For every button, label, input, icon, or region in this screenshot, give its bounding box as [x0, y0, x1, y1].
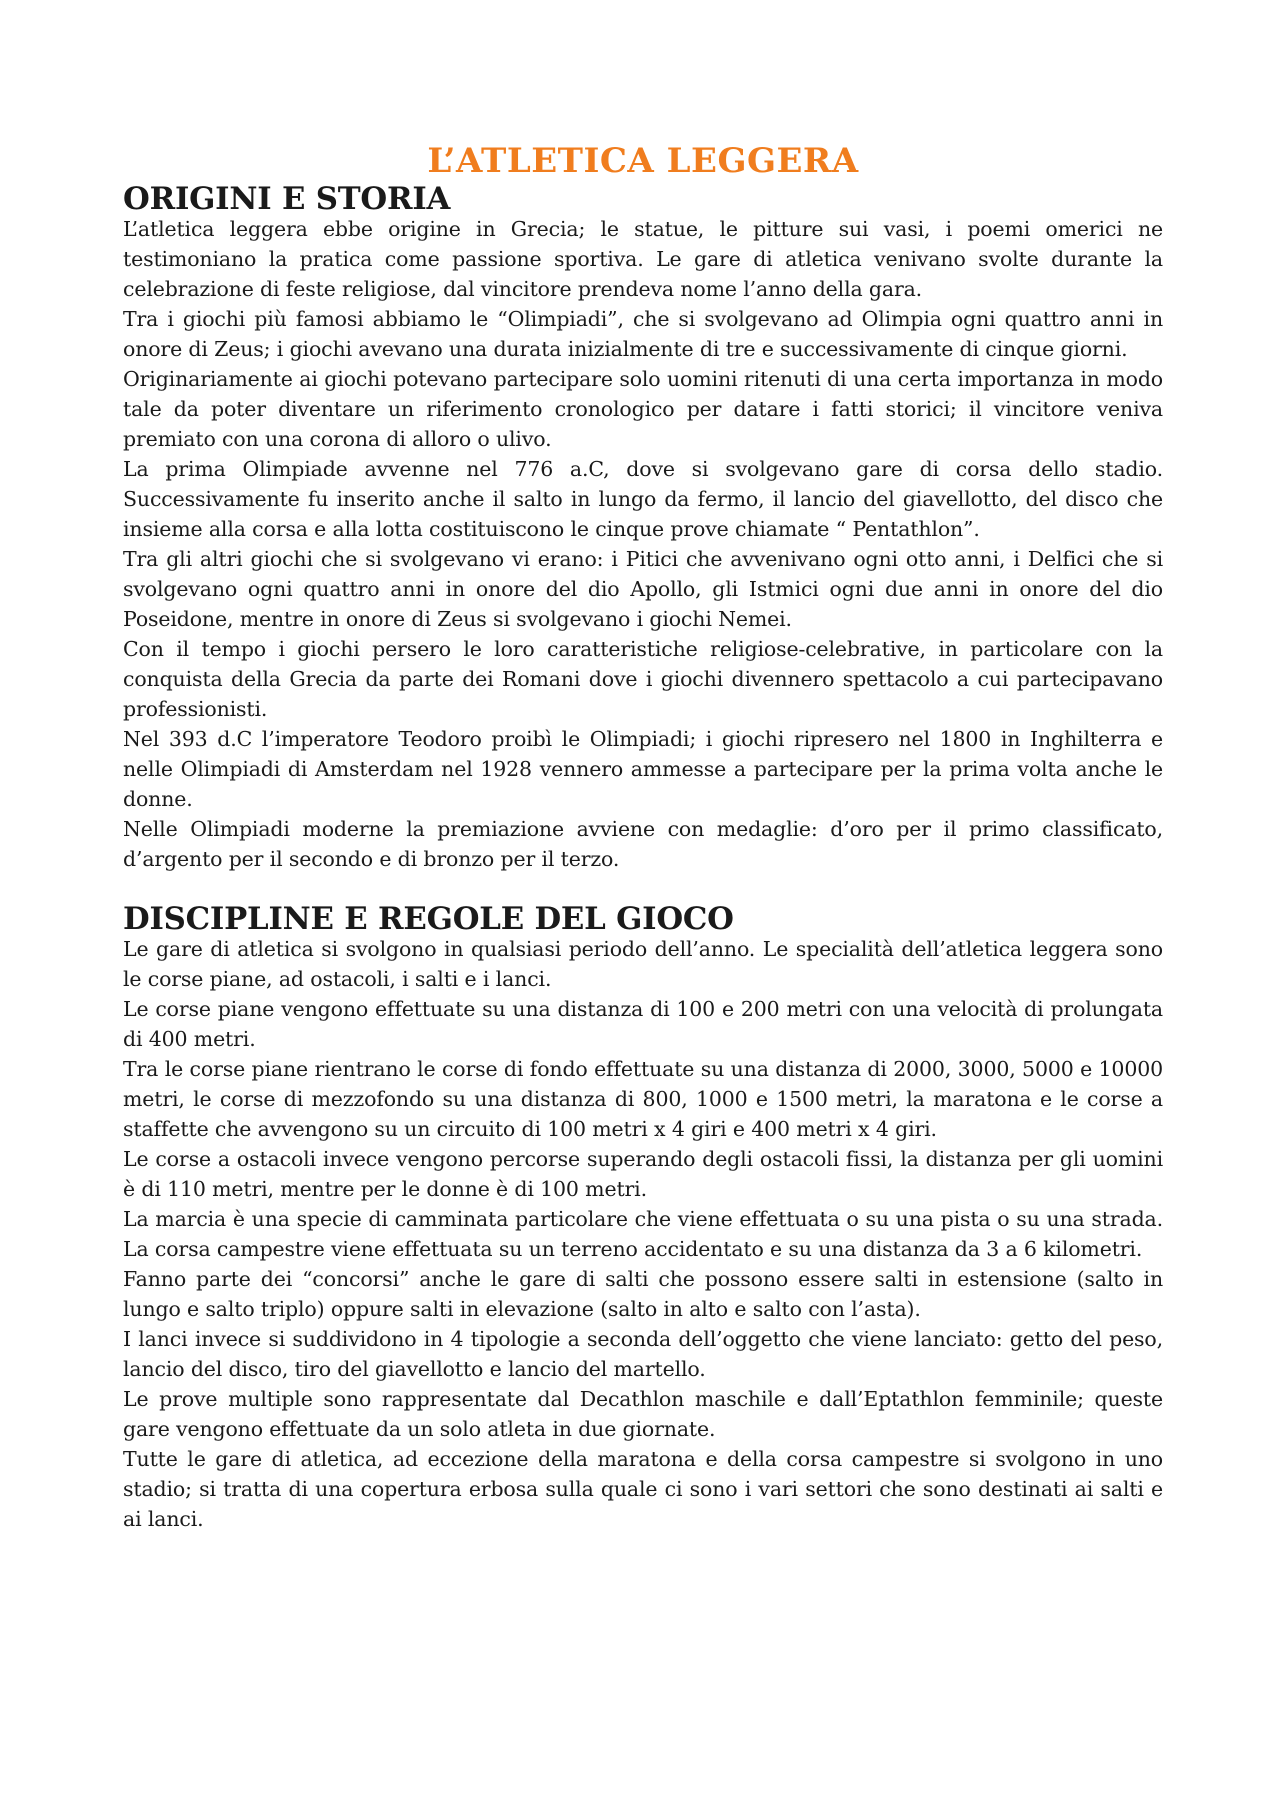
- paragraph: Le gare di atletica si svolgono in qualsiasi periodo dell’anno. Le specialità dell’atletica leggera sono le corse piane, ad ostacoli, i salti e i lanci.: [123, 937, 1163, 991]
- paragraph: Fanno parte dei “concorsi” anche le gare di salti che possono essere salti in estensione (salto in lungo e salto triplo) oppure salti in elevazione (salto in alto e salto con l’asta).: [123, 1267, 1163, 1321]
- paragraph: Con il tempo i giochi persero le loro caratteristiche religiose-celebrative, in particolare con la conquista della Grecia da parte dei Romani dove i giochi divennero spettacolo a cui partecipavano professionisti.: [123, 637, 1163, 721]
- paragraph: La prima Olimpiade avvenne nel 776 a.C, dove si svolgevano gare di corsa dello stadio. Successivamente fu inserito anche il salto in lungo da fermo, il lancio del giavellotto, del disco che insieme alla corsa e alla lotta costituiscono le cinque prove chiamate “ Pentathlon”.: [123, 457, 1163, 541]
- document-page: [123, 136, 1163, 1534]
- paragraph: I lanci invece si suddividono in 4 tipologie a seconda dell’oggetto che viene lanciato: getto del peso, lancio del disco, tiro del giavellotto e lancio del martello.: [123, 1327, 1163, 1381]
- paragraph: La marcia è una specie di camminata particolare che viene effettuata o su una pista o su una strada. La corsa campestre viene effettuata su un terreno accidentato e su una distanza da 3 a 6 kilometri.: [123, 1207, 1163, 1261]
- document-title: L’ATLETICA LEGGERA: [427, 141, 859, 181]
- paragraph: Nelle Olimpiadi moderne la premiazione avviene con medaglie: d’oro per il primo classificato, d’argento per il secondo e di bronzo per il terzo.: [123, 817, 1163, 871]
- section-heading: ORIGINI E STORIA: [123, 181, 451, 217]
- paragraph: Tra gli altri giochi che si svolgevano vi erano: i Pitici che avvenivano ogni otto anni, i Delfici che si svolgevano ogni quattro anni in onore del dio Apollo, gli Istmici ogni due anni in onore del dio Poseidone, mentre in onore di Zeus si svolgevano i giochi Nemei.: [123, 547, 1163, 631]
- paragraph: Tra i giochi più famosi abbiamo le “Olimpiadi”, che si svolgevano ad Olimpia ogni quattro anni in onore di Zeus; i giochi avevano una durata inizialmente di tre e successivamente di cinque giorni.: [123, 307, 1163, 361]
- section-heading: DISCIPLINE E REGOLE DEL GIOCO: [123, 901, 734, 937]
- section-origini-e-storia: [123, 181, 1163, 874]
- paragraph: Tra le corse piane rientrano le corse di fondo effettuate su una distanza di 2000, 3000, 5000 e 10000 metri, le corse di mezzofondo su una distanza di 800, 1000 e 1500 metri, la maratona e le corse a staffette che avvengono su un circuito di 100 metri x 4 giri e 400 metri x 4 giri.: [123, 1057, 1163, 1141]
- paragraph: Le corse a ostacoli invece vengono percorse superando degli ostacoli fissi, la distanza per gli uomini è di 110 metri, mentre per le donne è di 100 metri.: [123, 1147, 1163, 1201]
- paragraph: Nel 393 d.C l’imperatore Teodoro proibì le Olimpiadi; i giochi ripresero nel 1800 in Inghilterra e nelle Olimpiadi di Amsterdam nel 1928 vennero ammesse a partecipare per la prima volta anche le donne.: [123, 727, 1163, 811]
- paragraph: Tutte le gare di atletica, ad eccezione della maratona e della corsa campestre si svolgono in uno stadio; si tratta di una copertura erbosa sulla quale ci sono i vari settori che sono destinati ai salti e ai lanci.: [123, 1447, 1163, 1531]
- paragraph: Le prove multiple sono rappresentate dal Decathlon maschile e dall’Eptathlon femminile; queste gare vengono effettuate da un solo atleta in due giornate.: [123, 1387, 1163, 1441]
- paragraph: Le corse piane vengono effettuate su una distanza di 100 e 200 metri con una velocità di prolungata di 400 metri.: [123, 997, 1163, 1051]
- paragraph: L’atletica leggera ebbe origine in Grecia; le statue, le pitture sui vasi, i poemi omerici ne testimoniano la pratica come passione sportiva. Le gare di atletica venivano svolte durante la celebrazione di feste religiose, dal vincitore prendeva nome l’anno della gara.: [123, 217, 1163, 301]
- section-discipline-e-regole: [123, 901, 1163, 1534]
- section-spacer: [123, 874, 1163, 904]
- paragraph: Originariamente ai giochi potevano partecipare solo uomini ritenuti di una certa importanza in modo tale da poter diventare un riferimento cronologico per datare i fatti storici; il vincitore veniva premiato con una corona di alloro o ulivo.: [123, 367, 1163, 451]
